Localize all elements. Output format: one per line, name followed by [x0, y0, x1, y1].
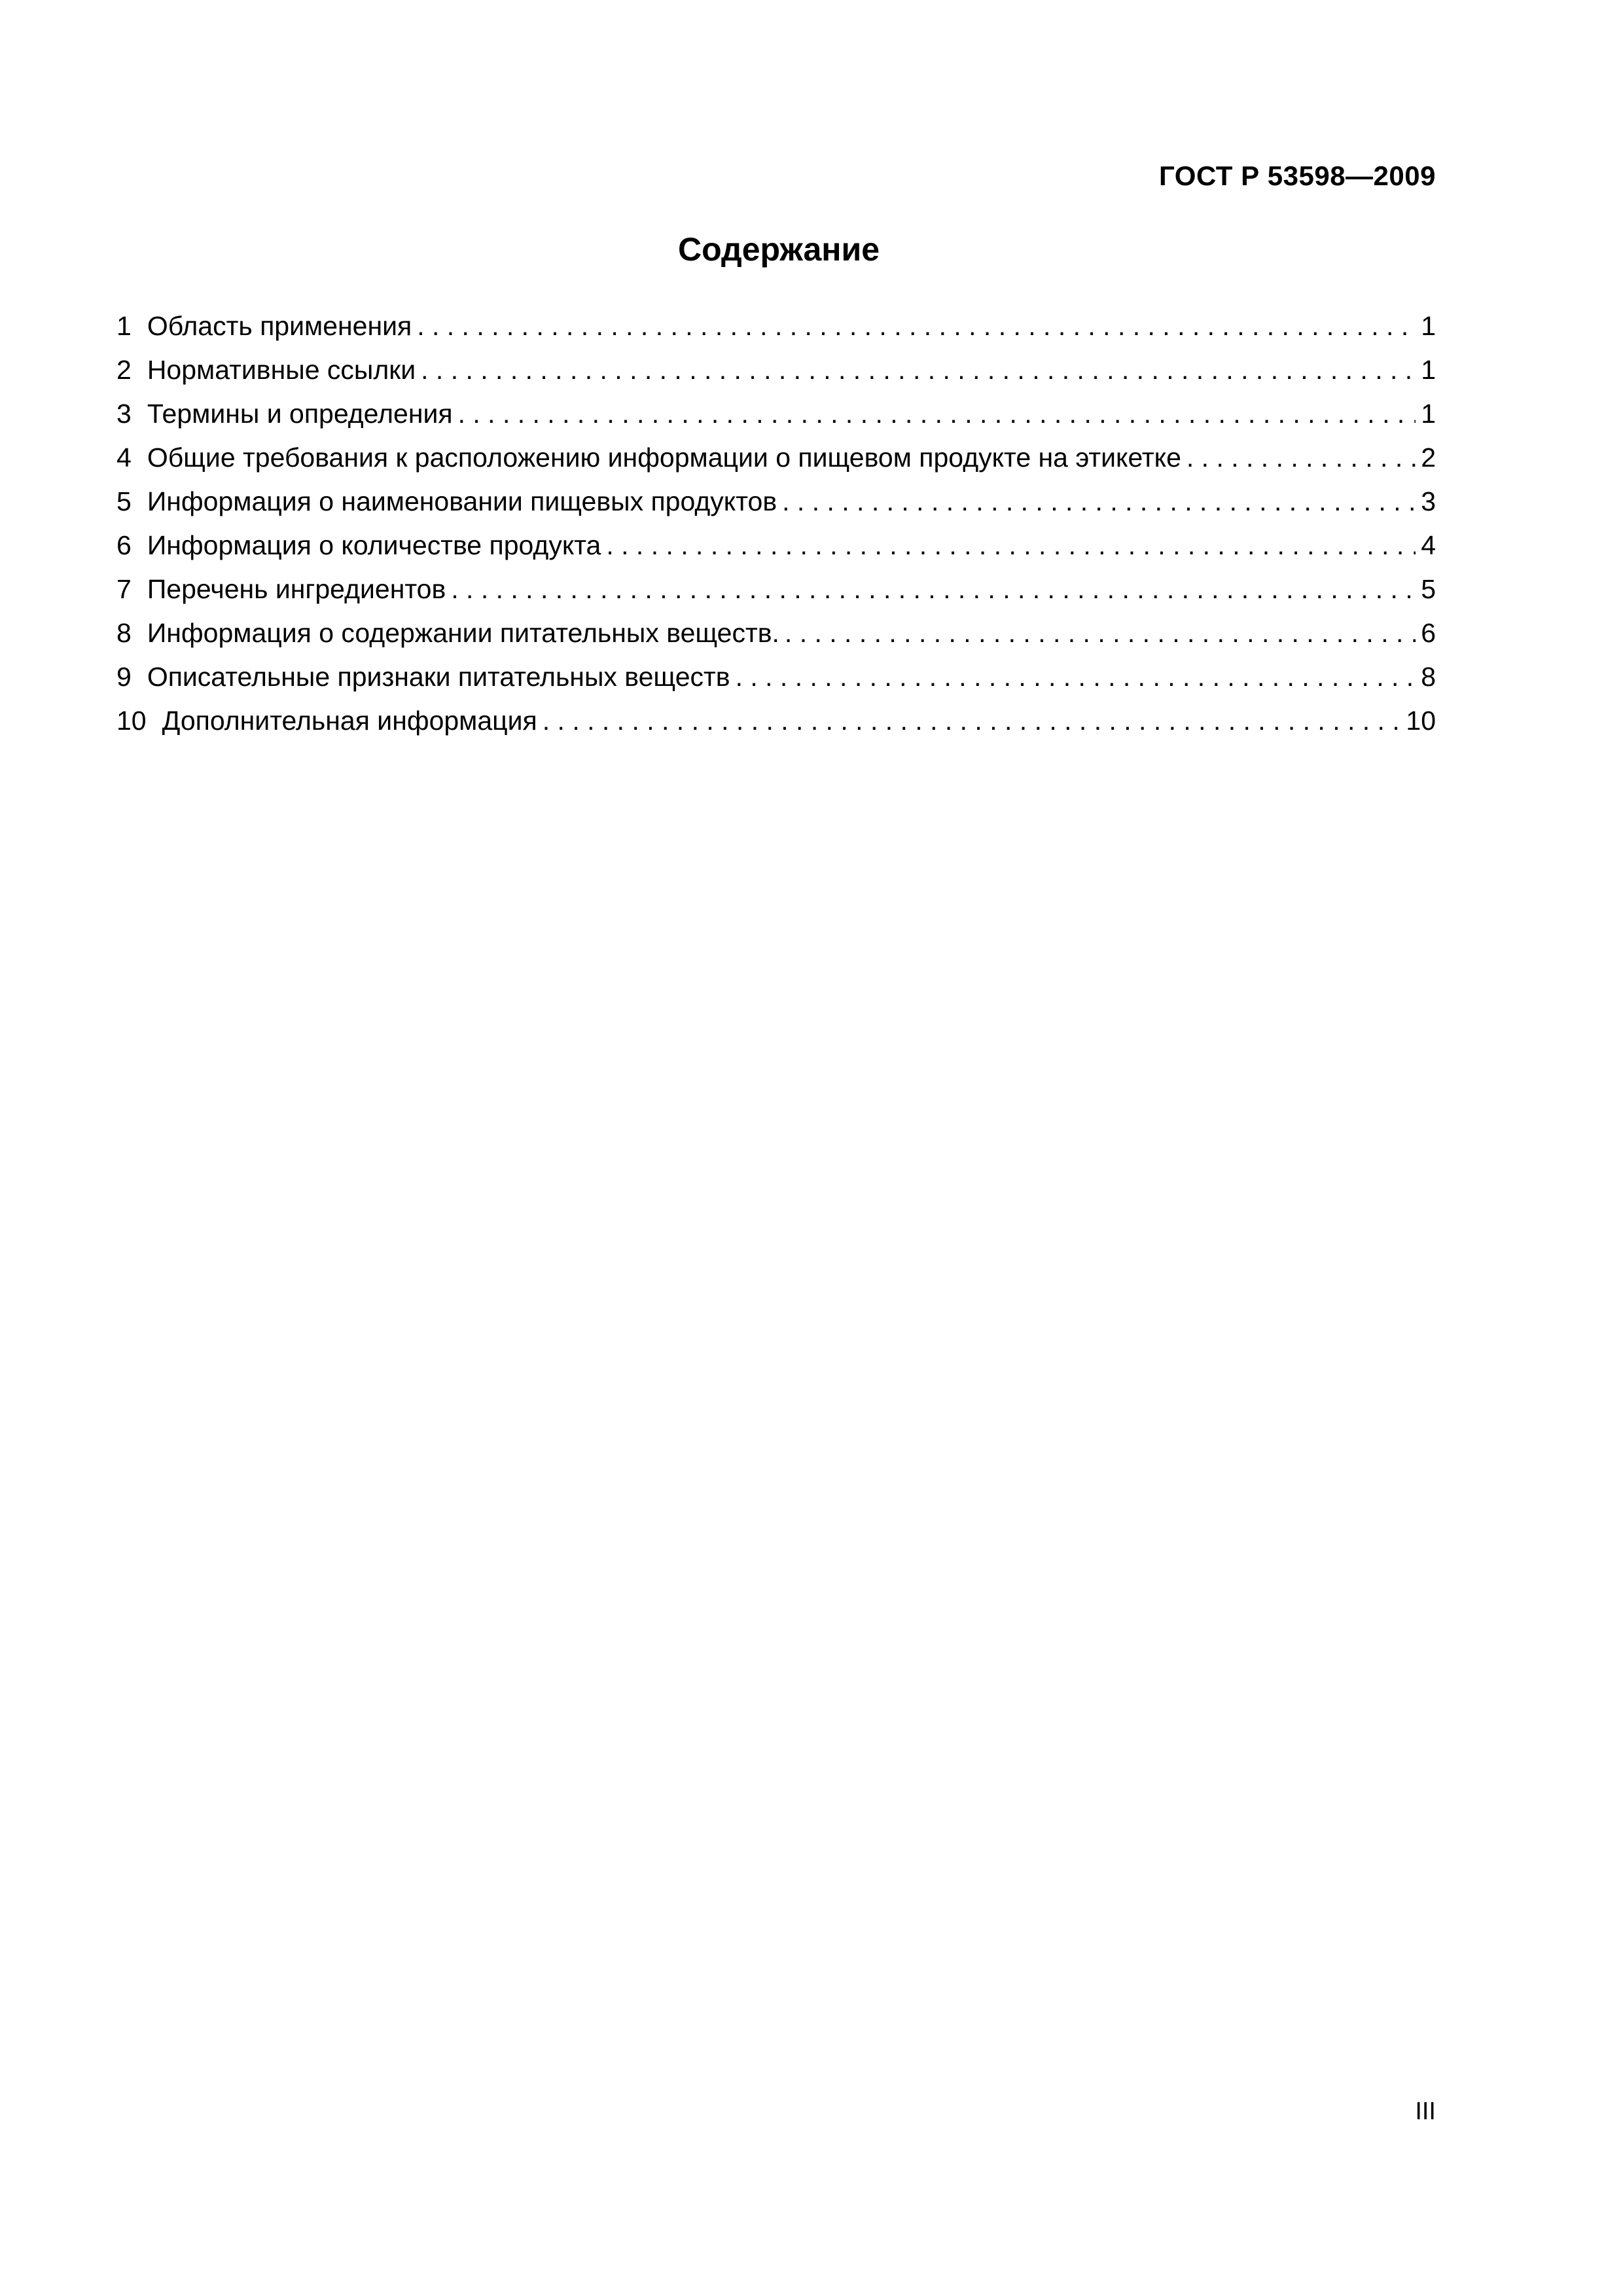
toc-dot-leader — [782, 486, 1416, 517]
toc-entry-number: 4 — [116, 442, 132, 473]
toc-dot-leader — [458, 399, 1416, 429]
toc-entry-title: Информация о содержании питательных веществ. — [147, 618, 779, 648]
toc-entry-title: Информация о наименовании пищевых продуктов — [147, 486, 777, 516]
toc-entry-title: Нормативные ссылки — [147, 355, 416, 385]
toc-entry-page: 3 — [1421, 486, 1436, 516]
toc-entry[interactable] — [116, 399, 1436, 442]
toc-dot-leader — [451, 574, 1416, 605]
toc-entry-page: 1 — [1421, 311, 1436, 341]
toc-entry-title: Термины и определения — [147, 399, 453, 429]
toc-entry-number: 2 — [116, 355, 132, 385]
toc-entry-title: Дополнительная информация — [162, 706, 537, 736]
toc-entry-number: 10 — [116, 706, 147, 736]
toc-entry-number: 5 — [116, 486, 132, 516]
toc-entry-number: 1 — [116, 311, 132, 341]
toc-entry[interactable] — [116, 574, 1436, 618]
toc-entry-number: 3 — [116, 399, 132, 429]
toc-entry-number: 8 — [116, 618, 132, 648]
toc-dot-leader — [1186, 442, 1416, 473]
toc-entry[interactable] — [116, 355, 1436, 399]
toc-entry[interactable] — [116, 311, 1436, 355]
document-code: ГОСТ Р 53598—2009 — [1159, 160, 1436, 191]
toc-dot-leader — [421, 355, 1416, 386]
toc-entry-page: 1 — [1421, 399, 1436, 429]
toc-dot-leader — [785, 618, 1416, 649]
toc-title: Содержание — [677, 231, 880, 268]
toc-entry[interactable] — [116, 486, 1436, 530]
toc-entry-page: 10 — [1406, 706, 1436, 736]
toc-entry-title: Информация о количестве продукта — [147, 530, 601, 560]
toc-entry-page: 6 — [1421, 618, 1436, 648]
toc-entry[interactable] — [116, 662, 1436, 706]
toc-entry-title: Перечень ингредиентов — [147, 574, 446, 604]
toc-entry-title: Общие требования к расположению информации о пищевом продукте на этикетке — [147, 442, 1181, 473]
toc-entry[interactable] — [116, 442, 1436, 486]
toc-entry-page: 1 — [1421, 355, 1436, 385]
toc-entry-page: 8 — [1421, 662, 1436, 692]
toc-entry[interactable] — [116, 618, 1436, 662]
toc-dot-leader — [543, 706, 1401, 736]
toc-entry-title: Описательные признаки питательных веществ — [147, 662, 730, 692]
toc-entry[interactable] — [116, 530, 1436, 574]
toc-entry-number: 9 — [116, 662, 132, 692]
toc-entry-page: 5 — [1421, 574, 1436, 604]
toc-entry[interactable] — [116, 706, 1436, 749]
toc-dot-leader — [417, 311, 1416, 342]
page-number: III — [1415, 2098, 1436, 2125]
toc-entry-page: 2 — [1421, 442, 1436, 473]
table-of-contents — [116, 311, 1436, 749]
toc-dot-leader — [606, 530, 1416, 561]
toc-entry-number: 6 — [116, 530, 132, 560]
toc-entry-page: 4 — [1421, 530, 1436, 560]
toc-entry-title: Область применения — [147, 311, 412, 341]
toc-dot-leader — [736, 662, 1416, 692]
toc-entry-number: 7 — [116, 574, 132, 604]
